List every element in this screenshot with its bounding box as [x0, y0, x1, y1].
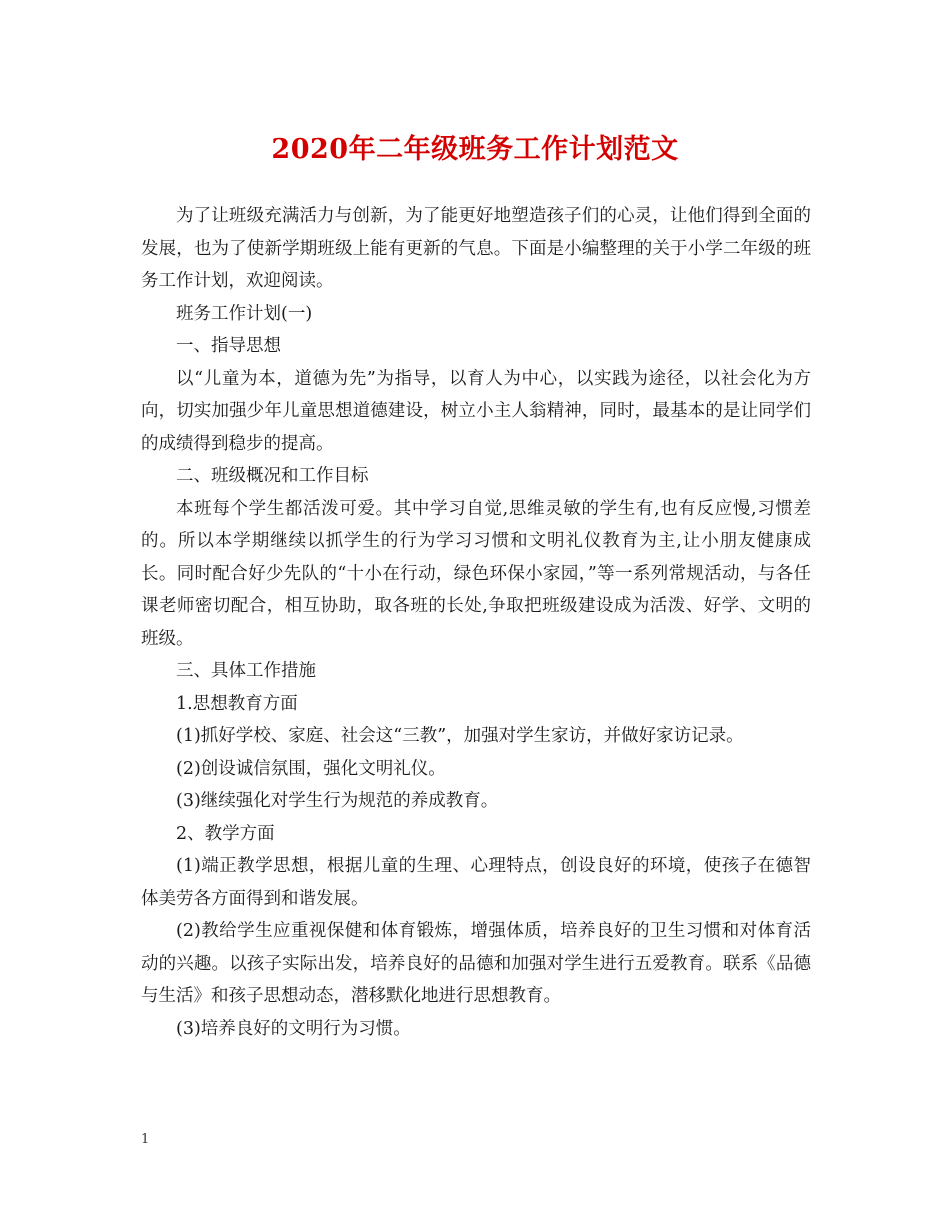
document-body — [141, 200, 811, 1045]
list-item-ideology-3: (3)继续强化对学生行为规范的养成教育。 — [176, 791, 499, 811]
section-heading-guiding-thought: 一、指导思想 — [176, 336, 281, 356]
paragraph-guiding-thought: 以“儿童为本，道德为先”为指导，以育人为中心，以实践为途径，以社会化为方向，切实加强少年儿童思想道德建设，树立小主人翁精神，同时，最基本的是让同学们的成绩得到稳步的提高。 — [141, 368, 811, 454]
page-number: 1 — [141, 1132, 150, 1147]
document-title: 2020年二年级班务工作计划范文 — [271, 134, 679, 165]
paragraph-plan-heading: 班务工作计划(一) — [176, 303, 313, 324]
paragraph-class-overview: 本班每个学生都活泼可爱。其中学习自觉,思维灵敏的学生有,也有反应慢,习惯差的。所以本学期继续以抓学生的行为学习习惯和文明礼仪教育为主,让小朋友健康成长。同时配合好少先队的“十小在行动，绿色环保小家园，”等一系列常规活动，与各任课老师密切配合，相互协助，取各班的长处,争取把班级建设成为活泼、好学、文明的班级。 — [141, 498, 811, 649]
list-item-ideology-2: (2)创设诚信氛围，强化文明礼仪。 — [176, 758, 446, 779]
list-item-teaching-1: (1)端正教学思想，根据儿童的生理、心理特点，创设良好的环境，使孩子在德智体美劳各方面得到和谐发展。 — [141, 856, 811, 909]
list-item-teaching-3: (3)培养良好的文明行为习惯。 — [176, 1018, 411, 1039]
subsection-heading-teaching: 2、教学方面 — [176, 823, 275, 844]
paragraph-intro: 为了让班级充满活力与创新，为了能更好地塑造孩子们的心灵，让他们得到全面的发展，也为了使新学期班级上能有更新的气息。下面是小编整理的关于小学二年级的班务工作计划，欢迎阅读。 — [141, 206, 811, 291]
section-heading-class-overview: 二、班级概况和工作目标 — [176, 466, 369, 486]
list-item-teaching-2: (2)教给学生应重视保健和体育锻炼，增强体质，培养良好的卫生习惯和对体育活动的兴趣。以孩子实际出发，培养良好的品德和加强对学生进行五爱教育。联系《品德与生活》和孩子思想动态，潜移默化地进行思想教育。 — [141, 921, 811, 1006]
section-heading-measures: 三、具体工作措施 — [176, 661, 316, 681]
list-item-ideology-1: (1)抓好学校、家庭、社会这“三教”，加强对学生家访，并做好家访记录。 — [176, 726, 744, 746]
subsection-heading-ideology: 1.思想教育方面 — [176, 693, 298, 714]
